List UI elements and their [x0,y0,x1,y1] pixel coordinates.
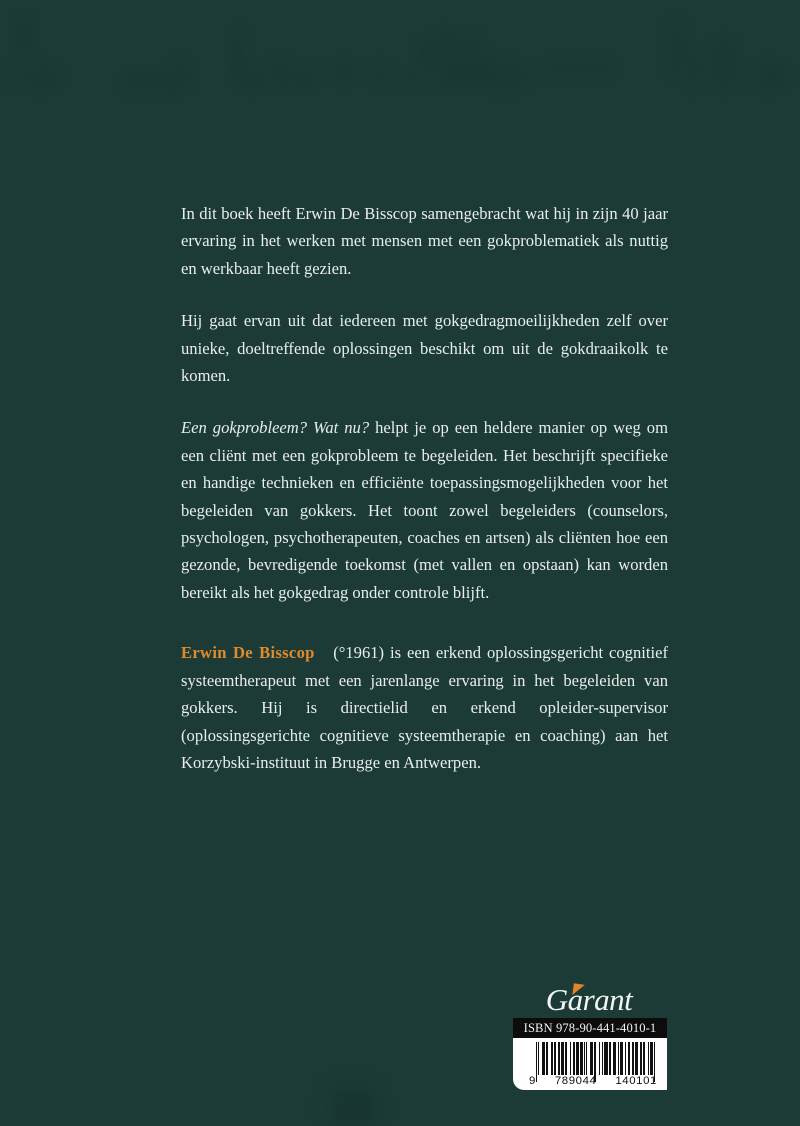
barcode-bars [535,1042,653,1075]
barcode-digits [529,1075,657,1087]
blurb-paragraph-3 [181,414,668,606]
blurb-paragraph-1: In dit boek heeft Erwin De Bisscop samengebracht wat hij in zijn 40 jaar ervaring in het werken met mensen met een gokproblematiek als nuttig en werkbaar heeft gezien. [181,204,668,278]
author-bio [181,639,668,776]
publisher-logo [513,982,667,1018]
watermark-bottom-shape [330,1088,376,1126]
author-name: Erwin De Bisscop [181,643,315,663]
back-cover-text [181,200,668,776]
book-title: Een gokprobleem? Wat nu? [181,418,370,438]
publisher-block [513,982,667,1090]
author-bio-text: (°1961) is een erkend oplossingsgericht cognitief systeemtherapeut met een jarenlange ervaring in het begeleiden van gokkers. Hij is directielid en erkend opleider-supervisor (oplossingsgerichte cognitieve systeemtherapie en coaching) aan het Korzybski-instituut in Brugge en Antwerpen. [181,643,668,772]
barcode-digit-middle: 789044 [554,1075,597,1087]
isbn-text: ISBN 978-90-441-4010-1 [513,1018,667,1038]
publisher-logo-wordmark: Garant [545,982,633,1017]
author-name-spacer [315,643,333,662]
blurb-paragraph-3-body: helpt je op een heldere manier op weg om een cliënt met een gokprobleem te begeleiden. Het beschrijft specifieke en handige technieken en efficiënte toepassingsmogelijkheden voor het begeleiden van gokkers. Het toont zowel begeleiders (counselors, psychologen, psychotherapeuten, coaches en artsen) als cliënten hoe een gezonde, bevredigende toekomst (met vallen en opstaan) kan worden bereikt als het gokgedrag onder controle blijft. [181,418,668,602]
barcode-digit-left: 9 [529,1075,536,1087]
publisher-logo-flag-icon [572,983,585,996]
barcode [513,1038,667,1090]
blurb-paragraph-2: Hij gaat ervan uit dat iedereen met gokgedragmoeilijkheden zelf over unieke, doeltreffende oplossingen beschikt om uit de gokdraaikolk te komen. [181,311,668,386]
barcode-digit-right: 140101 [615,1075,657,1087]
watermark-texture [0,0,800,110]
